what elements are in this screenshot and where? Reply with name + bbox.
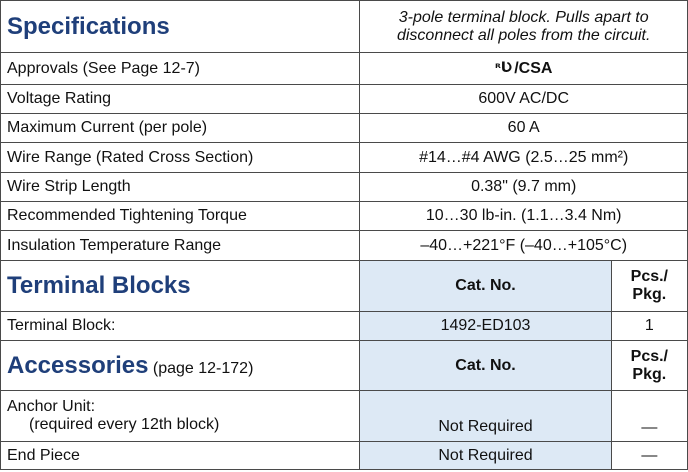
cat-no-value: Not Required <box>360 442 611 470</box>
item-label: End Piece <box>1 442 360 470</box>
c-ur-us-icon: ᴿƲ <box>494 60 513 77</box>
accessories-title: Accessories (page 12-172) <box>1 341 360 391</box>
spec-label: Maximum Current (per pole) <box>1 114 360 143</box>
item-label: Terminal Block: <box>1 312 360 341</box>
spec-value: #14…#4 AWG (2.5…25 mm²) <box>360 143 688 173</box>
spec-label: Wire Range (Rated Cross Section) <box>1 143 360 173</box>
accessories-page-ref: (page 12-172) <box>152 359 254 377</box>
spec-label: Voltage Rating <box>1 85 360 114</box>
pcs-value: — <box>611 391 687 442</box>
cat-no-header: Cat. No. <box>360 341 611 391</box>
cat-no-value: Not Required <box>360 391 611 442</box>
terminal-blocks-header-row <box>1 261 688 312</box>
spec-label: Wire Strip Length <box>1 173 360 202</box>
product-description: 3-pole terminal block. Pulls apart to disconnect all poles from the circuit. <box>360 1 688 53</box>
accessory-row-anchor <box>1 391 688 442</box>
spec-value: 0.38" (9.7 mm) <box>360 173 688 202</box>
spec-value-approvals: ᴿƲ /CSA <box>360 53 688 85</box>
pcs-value: — <box>611 442 687 470</box>
item-label: Anchor Unit: (required every 12th block) <box>1 391 360 442</box>
cat-no-value: 1492-ED103 <box>360 312 611 341</box>
cat-no-header: Cat. No. <box>360 261 611 312</box>
spec-label: Recommended Tightening Torque <box>1 202 360 231</box>
spec-row-approvals <box>1 53 688 85</box>
pcs-value: 1 <box>611 312 687 341</box>
spec-value: –40…+221°F (–40…+105°C) <box>360 231 688 261</box>
spec-value: 10…30 lb-in. (1.1…3.4 Nm) <box>360 202 688 231</box>
spec-row <box>1 231 688 261</box>
spec-row <box>1 143 688 173</box>
specifications-header-row <box>1 1 688 53</box>
pcs-pkg-header: Pcs./ Pkg. <box>611 261 687 312</box>
accessories-header-row <box>1 341 688 391</box>
spec-value: 60 A <box>360 114 688 143</box>
spec-row <box>1 114 688 143</box>
pcs-pkg-header: Pcs./ Pkg. <box>611 341 687 391</box>
terminal-blocks-title: Terminal Blocks <box>1 261 360 312</box>
spec-row <box>1 202 688 231</box>
spec-value: 600V AC/DC <box>360 85 688 114</box>
terminal-block-row <box>1 312 688 341</box>
specifications-title: Specifications <box>1 1 360 53</box>
spec-row <box>1 173 688 202</box>
spec-label: Insulation Temperature Range <box>1 231 360 261</box>
accessory-row-end-piece <box>1 442 688 470</box>
spec-label: Approvals (See Page 12-7) <box>1 53 360 85</box>
spec-row <box>1 85 688 114</box>
